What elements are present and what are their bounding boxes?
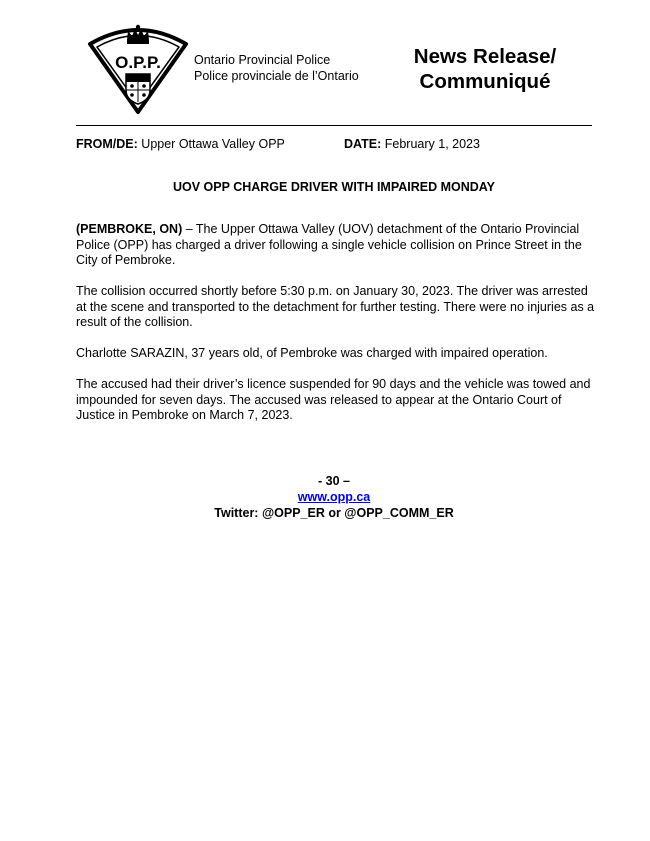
release-body: [76, 222, 596, 439]
logo-lettering: O.P.P.: [115, 53, 161, 72]
header-divider: [76, 125, 592, 126]
date-label: DATE:: [344, 137, 382, 151]
twitter-handles: Twitter: @OPP_ER or @OPP_COMM_ER: [214, 506, 454, 520]
release-title-line2: Communiqué: [419, 70, 551, 93]
release-title: [380, 44, 590, 94]
org-name-french: Police provinciale de l’Ontario: [194, 69, 359, 83]
paragraph-1: [76, 222, 596, 269]
paragraph-4: The accused had their driver’s licence suspended for 90 days and the vehicle was towed and impounded for seven days. The accused was released to appear at the Ontario Court of Justice in Pembroke on March 7, 2023.: [76, 377, 591, 422]
paragraph-3: Charlotte SARAZIN, 37 years old, of Pembroke was charged with impaired operation.: [76, 346, 548, 360]
date-field: [344, 137, 480, 151]
release-footer: [76, 473, 592, 521]
date-value: February 1, 2023: [384, 137, 480, 151]
opp-logo: [82, 20, 194, 116]
from-value: Upper Ottawa Valley OPP: [141, 137, 285, 151]
release-title-line1: News Release/: [413, 45, 557, 68]
opp-badge-icon: [82, 20, 194, 116]
organization-name: [194, 52, 359, 84]
org-name-english: Ontario Provincial Police: [194, 53, 331, 67]
dateline: (PEMBROKE, ON): [76, 222, 183, 236]
headline: UOV OPP CHARGE DRIVER WITH IMPAIRED MONDAY: [172, 180, 496, 194]
from-field: [76, 137, 285, 151]
shield-icon: [126, 74, 150, 104]
from-label: FROM/DE:: [76, 137, 138, 151]
website-link[interactable]: www.opp.ca: [297, 490, 371, 504]
paragraph-2: The collision occurred shortly before 5:30 p.m. on January 30, 2023. The driver was arrested at the scene and transported to the detachment for further testing. There were no injuries as a result of the collision.: [76, 284, 595, 329]
end-mark: - 30 –: [318, 474, 350, 488]
paragraph-1-text: – The Upper Ottawa Valley (UOV) detachment of the Ontario Provincial Police (OPP) has charged a driver following a single vehicle collision on Prince Street in the City of Pembroke.: [76, 222, 582, 267]
